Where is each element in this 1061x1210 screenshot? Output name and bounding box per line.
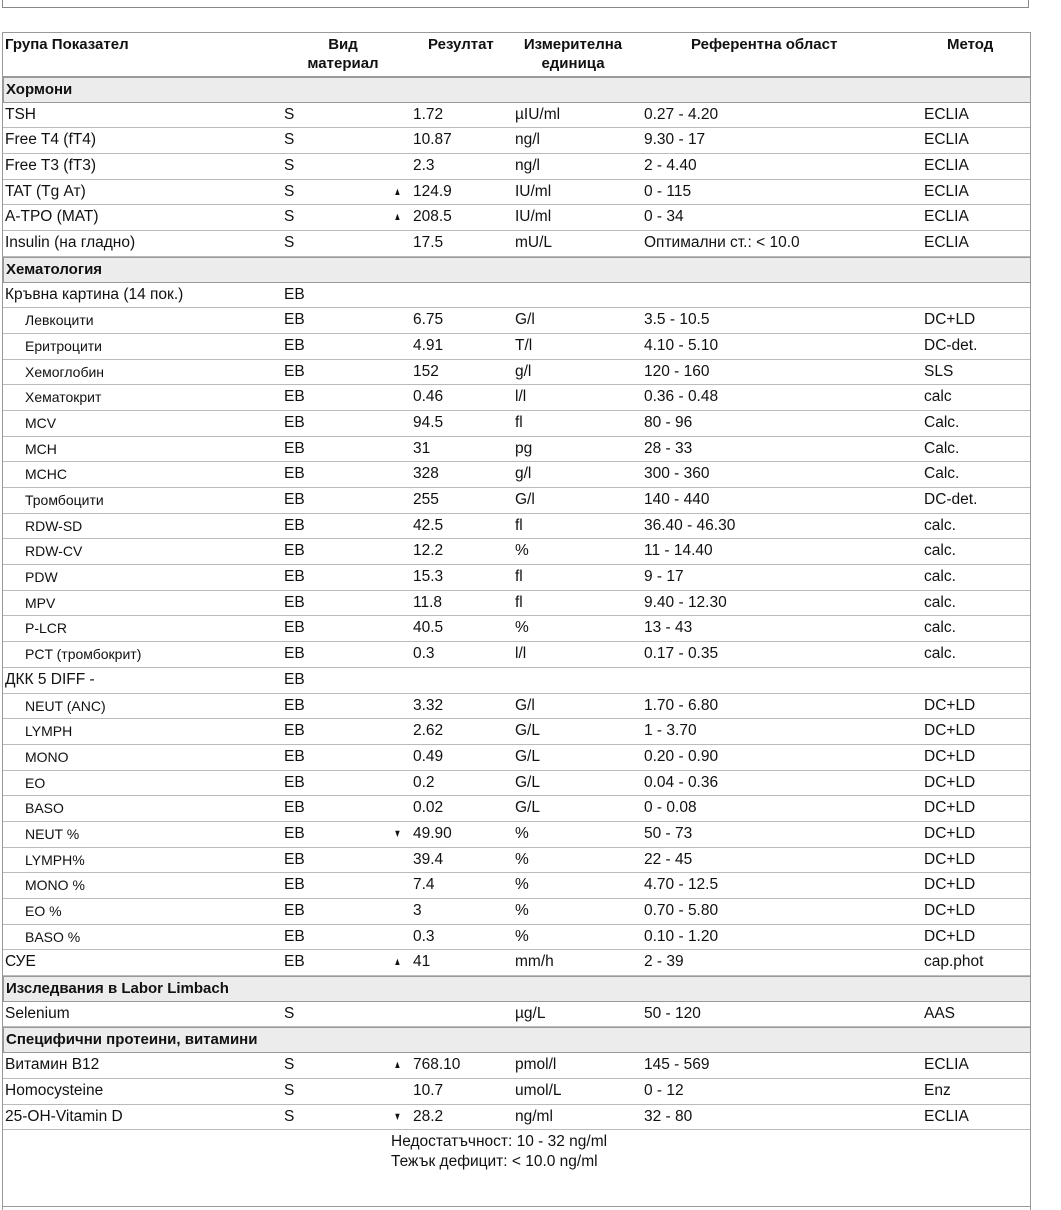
result: 0.2 — [413, 773, 435, 791]
table-row — [3, 385, 1030, 411]
table-row — [3, 719, 1030, 745]
ref: 22 - 45 — [644, 850, 693, 868]
unit: G/l — [515, 311, 535, 329]
unit: IU/ml — [515, 208, 552, 226]
section-title: Специфични протеини, витамини — [6, 1031, 258, 1049]
result: 41 — [413, 953, 431, 971]
table-body — [3, 77, 1030, 1130]
ref: 36.40 - 46.30 — [644, 516, 736, 534]
table-row — [3, 462, 1030, 488]
unit: % — [515, 850, 529, 868]
col-unit: Измерителна единица — [523, 36, 623, 72]
ref: 11 - 14.40 — [644, 542, 713, 560]
table-row — [3, 334, 1030, 360]
table-row — [3, 899, 1030, 925]
col-name: Група Показател — [5, 36, 129, 53]
col-material: Вид материал — [307, 36, 379, 72]
result: 255 — [413, 491, 439, 508]
unit: fl — [515, 516, 523, 534]
test-name: Левкоцити — [25, 312, 94, 329]
table-row — [3, 539, 1030, 565]
test-name: ДКК 5 DIFF - — [5, 670, 95, 688]
test-name: EO % — [25, 903, 62, 919]
test-name: Homocysteine — [5, 1081, 104, 1099]
method: calc. — [924, 619, 956, 637]
unit: fl — [515, 413, 523, 431]
test-name: MPV — [25, 594, 56, 611]
table-row — [3, 154, 1030, 180]
table-row — [3, 745, 1030, 771]
test-name: MCHC — [25, 466, 67, 483]
table-row — [3, 668, 1030, 694]
ref: 0 - 0.08 — [644, 799, 697, 817]
unit: µg/L — [515, 1004, 546, 1022]
material: EB — [284, 285, 305, 303]
material: EB — [284, 593, 305, 611]
test-name: 25-OH-Vitamin D — [5, 1107, 123, 1125]
result: 0.3 — [413, 645, 435, 663]
unit: fl — [515, 568, 523, 586]
result: 39.4 — [413, 850, 444, 868]
result: 40.5 — [413, 619, 444, 637]
result: 15.3 — [413, 568, 444, 586]
material: S — [284, 131, 295, 149]
unit: G/L — [515, 799, 540, 817]
unit: g/l — [515, 362, 532, 380]
material: S — [284, 157, 295, 175]
table-row — [3, 231, 1030, 257]
result: 328 — [413, 465, 439, 483]
result: 152 — [413, 362, 439, 380]
method: ECLIA — [924, 208, 969, 226]
table-row — [3, 796, 1030, 822]
material: EB — [284, 876, 305, 894]
unit: µIU/ml — [515, 105, 561, 123]
ref: 0.17 - 0.35 — [644, 645, 719, 663]
result: 2.3 — [413, 157, 435, 175]
section-title: Хормони — [6, 81, 73, 98]
method: DC+LD — [924, 799, 976, 817]
ref: 0.20 - 0.90 — [644, 747, 719, 765]
section-header — [3, 1027, 1031, 1053]
method: calc. — [924, 542, 956, 560]
table-row — [3, 205, 1030, 231]
previous-section-box — [2, 0, 1029, 8]
unit: G/l — [515, 491, 535, 508]
material: EB — [284, 902, 305, 919]
ref: Оптимални ст.: < 10.0 — [644, 234, 800, 252]
method: calc. — [924, 516, 956, 534]
test-name: Selenium — [5, 1004, 70, 1022]
ref: 0 - 115 — [644, 182, 692, 200]
method: calc — [924, 388, 952, 406]
ref: 13 - 43 — [644, 619, 693, 637]
method: calc. — [924, 645, 956, 663]
material: S — [284, 105, 295, 123]
table-row — [3, 360, 1030, 386]
method: DC+LD — [924, 902, 976, 919]
test-name: EO — [25, 774, 46, 791]
result: 208.5 — [413, 208, 452, 226]
arrow-up-icon: ▲ — [393, 185, 402, 198]
result: 10.7 — [413, 1081, 444, 1099]
method: ECLIA — [924, 105, 969, 123]
ref: 9.40 - 12.30 — [644, 593, 727, 611]
table-row — [3, 488, 1030, 514]
unit: % — [515, 876, 529, 894]
method: DC-det. — [924, 336, 978, 354]
result: 0.46 — [413, 388, 444, 406]
method: Calc. — [924, 465, 960, 483]
table-row — [3, 950, 1030, 976]
material: EB — [284, 773, 305, 791]
table-row — [3, 128, 1030, 154]
material: EB — [284, 542, 305, 560]
material: EB — [284, 953, 305, 971]
arrow-down-icon: ▼ — [393, 827, 402, 840]
table-row — [3, 822, 1030, 848]
method: DC+LD — [924, 747, 976, 765]
material: EB — [284, 336, 305, 354]
material: S — [284, 1056, 295, 1074]
test-name: Хемоглобин — [25, 363, 105, 380]
method: AAS — [924, 1004, 956, 1022]
ref: 0.10 - 1.20 — [644, 927, 719, 945]
test-name: A-TPO (MAT) — [5, 208, 99, 226]
material: EB — [284, 670, 305, 688]
ref: 32 - 80 — [644, 1107, 693, 1125]
result: 94.5 — [413, 413, 444, 431]
result: 49.90 — [413, 824, 452, 842]
unit: G/L — [515, 747, 540, 765]
results-table — [2, 32, 1031, 1207]
material: EB — [284, 388, 305, 406]
material: S — [284, 1107, 295, 1125]
test-name: Кръвна картина (14 пок.) — [5, 285, 184, 303]
method: SLS — [924, 362, 954, 380]
result: 17.5 — [413, 234, 444, 252]
unit: l/l — [515, 645, 527, 663]
material: EB — [284, 927, 305, 945]
section-header — [3, 976, 1031, 1002]
method: ECLIA — [924, 1056, 969, 1074]
table-row — [3, 1079, 1030, 1105]
col-ref: Референтна област — [691, 36, 838, 53]
result: 7.4 — [413, 876, 435, 894]
test-name: Free T4 (fT4) — [5, 131, 97, 149]
result: 0.3 — [413, 927, 435, 945]
ref: 4.10 - 5.10 — [644, 336, 719, 354]
test-name: MONO % — [25, 877, 85, 894]
method: Enz — [924, 1081, 951, 1099]
method: calc. — [924, 568, 956, 586]
test-name: LYMPH% — [25, 851, 85, 868]
table-row — [3, 1053, 1030, 1079]
table-row — [3, 103, 1030, 129]
table-row — [3, 565, 1030, 591]
ref: 140 - 440 — [644, 491, 710, 508]
material: EB — [284, 619, 305, 637]
ref: 1 - 3.70 — [644, 722, 697, 740]
table-row — [3, 411, 1030, 437]
section-header — [3, 77, 1031, 103]
test-name: Free T3 (fT3) — [5, 157, 97, 175]
unit: umol/L — [515, 1081, 562, 1099]
table-row — [3, 283, 1030, 309]
method: DC+LD — [924, 696, 976, 714]
material: EB — [284, 439, 305, 457]
material: EB — [284, 799, 305, 817]
method: DC+LD — [924, 311, 976, 329]
table-row — [3, 308, 1030, 334]
unit: pmol/l — [515, 1056, 557, 1074]
table-row — [3, 616, 1030, 642]
test-name: NEUT (ANC) — [25, 697, 106, 714]
table-row — [3, 591, 1030, 617]
table-row — [3, 437, 1030, 463]
unit: % — [515, 902, 529, 919]
test-name: MCV — [25, 414, 57, 431]
test-name: MONO — [25, 748, 69, 765]
ref: 9.30 - 17 — [644, 131, 706, 149]
ref: 145 - 569 — [644, 1056, 710, 1074]
result: 31 — [413, 439, 431, 457]
result: 6.75 — [413, 311, 444, 329]
result: 1.72 — [413, 105, 444, 123]
result: 11.8 — [413, 593, 443, 611]
table-continuation — [2, 1180, 1031, 1210]
material: EB — [284, 491, 305, 508]
unit: G/l — [515, 696, 535, 714]
ref: 0.36 - 0.48 — [644, 388, 719, 406]
method: DC+LD — [924, 824, 976, 842]
unit: G/L — [515, 773, 540, 791]
material: S — [284, 182, 295, 200]
material: EB — [284, 362, 305, 380]
section-title: Хематология — [6, 260, 103, 278]
test-name: LYMPH — [25, 723, 73, 740]
table-row — [3, 1105, 1030, 1131]
table-row — [3, 642, 1030, 668]
material: EB — [284, 465, 305, 483]
unit: IU/ml — [515, 182, 552, 200]
method: DC+LD — [924, 876, 976, 894]
col-result: Резултат — [428, 36, 494, 53]
table-row — [3, 873, 1030, 899]
result: 2.62 — [413, 722, 444, 740]
method: ECLIA — [924, 1107, 969, 1125]
unit: l/l — [515, 388, 527, 406]
unit: ng/ml — [515, 1107, 553, 1125]
ref: 2 - 39 — [644, 953, 684, 971]
ref: 4.70 - 12.5 — [644, 876, 719, 894]
material: EB — [284, 311, 305, 329]
method: ECLIA — [924, 157, 969, 175]
method: DC+LD — [924, 850, 976, 868]
col-method: Метод — [947, 36, 994, 53]
ref: 120 - 160 — [644, 362, 710, 380]
table-row — [3, 771, 1030, 797]
test-name: P-LCR — [25, 620, 68, 637]
method: ECLIA — [924, 131, 969, 149]
result: 4.91 — [413, 336, 444, 354]
test-name: TSH — [5, 105, 36, 123]
unit: ng/l — [515, 157, 540, 175]
ref: 0.27 - 4.20 — [644, 105, 719, 123]
unit: pg — [515, 439, 533, 457]
material: S — [284, 234, 295, 252]
material: EB — [284, 568, 305, 586]
unit: fl — [515, 593, 523, 611]
note-line: Тежък дефицит: < 10.0 ng/ml — [391, 1153, 598, 1171]
table-row — [3, 925, 1030, 951]
ref: 80 - 96 — [644, 413, 693, 431]
result: 12.2 — [413, 542, 444, 560]
method: ECLIA — [924, 182, 969, 200]
material: EB — [284, 645, 305, 663]
method: Calc. — [924, 439, 960, 457]
result: 3.32 — [413, 696, 444, 714]
ref: 9 - 17 — [644, 568, 684, 586]
test-name: Витамин B12 — [5, 1056, 100, 1074]
table-row — [3, 848, 1030, 874]
test-name: NEUT % — [25, 825, 80, 842]
unit: % — [515, 619, 529, 637]
unit: G/L — [515, 722, 540, 740]
unit: mU/L — [515, 234, 553, 252]
arrow-up-icon: ▲ — [393, 1059, 402, 1072]
ref: 2 - 4.40 — [644, 157, 697, 175]
ref: 50 - 73 — [644, 824, 693, 842]
test-name: Тромбоцити — [25, 492, 104, 508]
unit: T/l — [515, 336, 533, 354]
test-name: MCH — [25, 440, 57, 457]
test-name: СУЕ — [5, 953, 36, 971]
method: Calc. — [924, 413, 960, 431]
method: DC+LD — [924, 722, 976, 740]
result: 0.49 — [413, 747, 444, 765]
method: calc. — [924, 593, 956, 611]
material: EB — [284, 747, 305, 765]
ref: 1.70 - 6.80 — [644, 696, 719, 714]
unit: % — [515, 927, 529, 945]
arrow-down-icon: ▼ — [393, 1110, 402, 1123]
material: S — [284, 1004, 295, 1022]
ref: 28 - 33 — [644, 439, 693, 457]
material: EB — [284, 696, 305, 714]
section-header — [3, 257, 1031, 283]
material: EB — [284, 516, 305, 534]
unit: ng/l — [515, 131, 540, 149]
table-row — [3, 1002, 1030, 1028]
unit: g/l — [515, 465, 532, 483]
material: EB — [284, 722, 305, 740]
result: 3 — [413, 902, 422, 919]
ref: 0 - 34 — [644, 208, 684, 226]
test-name: RDW-SD — [25, 517, 83, 534]
test-name: Insulin (на гладно) — [5, 234, 136, 252]
table-row — [3, 694, 1030, 720]
table-row — [3, 180, 1030, 206]
ref: 0.70 - 5.80 — [644, 902, 719, 919]
test-name: BASO % — [25, 928, 81, 945]
material: EB — [284, 850, 305, 868]
test-name: PCT (тромбокрит) — [25, 646, 142, 663]
unit: % — [515, 824, 529, 842]
test-name: Еритроцити — [25, 337, 102, 354]
test-name: BASO — [25, 800, 64, 817]
method: DC+LD — [924, 773, 976, 791]
result: 124.9 — [413, 182, 452, 200]
arrow-up-icon: ▲ — [393, 956, 402, 969]
method: DC-det. — [924, 491, 978, 508]
test-name: Хематокрит — [25, 389, 102, 406]
ref: 300 - 360 — [644, 465, 710, 483]
ref: 0 - 12 — [644, 1081, 684, 1099]
method: ECLIA — [924, 234, 969, 252]
arrow-up-icon: ▲ — [393, 211, 402, 224]
material: S — [284, 1081, 295, 1099]
unit: mm/h — [515, 953, 554, 971]
test-name: TAT (Tg Ат) — [5, 182, 86, 200]
note-line: Недостатъчност: 10 - 32 ng/ml — [391, 1133, 608, 1151]
result: 10.87 — [413, 131, 452, 149]
result: 42.5 — [413, 516, 444, 534]
table-row — [3, 514, 1030, 540]
ref: 50 - 120 — [644, 1004, 701, 1022]
result: 28.2 — [413, 1107, 444, 1125]
ref: 0.04 - 0.36 — [644, 773, 719, 791]
result: 0.02 — [413, 799, 444, 817]
method: cap.phot — [924, 953, 984, 971]
section-title: Изследвания в Labor Limbach — [6, 980, 229, 998]
result: 768.10 — [413, 1056, 461, 1074]
table-header — [3, 32, 1030, 77]
ref: 3.5 - 10.5 — [644, 311, 710, 329]
material: EB — [284, 824, 305, 842]
test-name: PDW — [25, 569, 58, 586]
test-name: RDW-CV — [25, 543, 83, 560]
method: DC+LD — [924, 927, 976, 945]
material: EB — [284, 413, 305, 431]
material: S — [284, 208, 295, 226]
unit: % — [515, 542, 529, 560]
